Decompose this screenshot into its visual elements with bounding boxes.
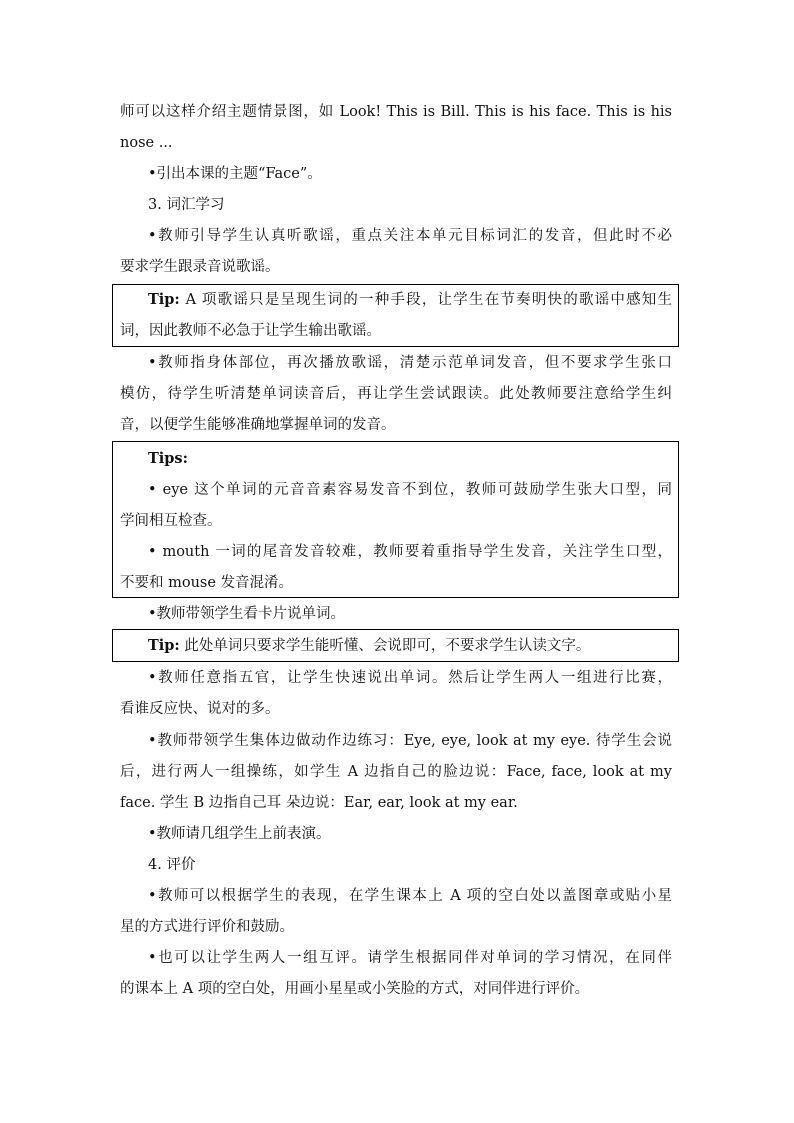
tip-box-2-bullet-2-line-2: 不要和 mouse 发音混淆。: [120, 575, 294, 591]
paragraph-8-line-2: 的课本上 A 项的空白处，用画小星星或小笑脸的方式，对同伴进行评价。: [120, 981, 590, 997]
tip-box-2-bullet-1-line-1: • eye 这个单词的元音音素容易发音不到位，教师可鼓励学生张大口型，同: [148, 482, 672, 498]
paragraph-7-line-1: •教师可以根据学生的表现，在学生课本上 A 项的空白处以盖图章或贴小星: [148, 888, 672, 904]
tip-box-3-text: 此处单词只要求学生能听懂、会说即可，不要求学生认读文字。: [179, 638, 591, 654]
tip-box-2-bullet-1-line-2: 学间相互检查。: [120, 513, 222, 529]
paragraph-3: •教师带领学生看卡片说单词。: [148, 606, 346, 622]
section-4-heading: 4. 评价: [148, 857, 196, 873]
paragraph-4-line-1: •教师任意指五官，让学生快速说出单词。然后让学生两人一组进行比赛，: [148, 670, 672, 686]
section-3-heading: 3. 词汇学习: [148, 197, 225, 213]
tip-box-3-line: [148, 636, 672, 656]
paragraph-4-line-2: 看谁反应快、说对的多。: [120, 701, 280, 717]
tip-box-1-text-1: A 项歌谣只是呈现生词的一种手段，让学生在节奏明快的歌谣中感知生: [179, 292, 672, 308]
paragraph-8-line-1: •也可以让学生两人一组互评。请学生根据同伴对单词的学习情况，在同伴: [148, 950, 672, 966]
paragraph-1-line-2: 要求学生跟录音说歌谣。: [120, 259, 280, 275]
tip-box-1-line-1: [148, 290, 672, 310]
paragraph-7-line-2: 星的方式进行评价和鼓励。: [120, 919, 294, 935]
tip-box-2-bullet-2-line-1: • mouth 一词的尾音发音较难，教师要着重指导学生发音，关注学生口型，: [148, 544, 672, 560]
paragraph-5-line-1: •教师带领学生集体边做动作边练习：Eye, eye, look at my eye. 待学生会说: [148, 733, 672, 749]
paragraph-6: •教师请几组学生上前表演。: [148, 826, 331, 842]
intro-line-2: nose ...: [120, 135, 173, 151]
paragraph-2-line-1: •教师指身体部位，再次播放歌谣，清楚示范单词发音，但不要求学生张口: [148, 355, 672, 371]
tip-label: Tip:: [148, 637, 180, 654]
paragraph-5-line-3: face. 学生 B 边指自己耳 朵边说：Ear, ear, look at my ear.: [120, 795, 518, 811]
topic-line: •引出本课的主题“Face”。: [148, 166, 322, 182]
tip-label: Tip:: [148, 291, 180, 308]
paragraph-2-line-2: 模仿，待学生听清楚单词读音后，再让学生尝试跟读。此处教师要注意给学生纠: [120, 386, 672, 402]
tip-box-2: [112, 441, 679, 598]
intro-line-1: 师可以这样介绍主题情景图，如 Look! This is Bill. This is his face. This is his: [120, 104, 672, 120]
tip-box-1: [112, 284, 679, 347]
tip-box-3: [112, 629, 679, 662]
tips-label: Tips:: [148, 450, 188, 467]
paragraph-5-line-2: 后，进行两人一组操练，如学生 A 边指自己的脸边说：Face, face, look at my: [120, 764, 672, 780]
paragraph-2-line-3: 音，以便学生能够准确地掌握单词的发音。: [120, 417, 396, 433]
paragraph-1-line-1: •教师引导学生认真听歌谣，重点关注本单元目标词汇的发音，但此时不必: [148, 228, 672, 244]
tip-box-1-line-2: 词，因此教师不必急于让学生输出歌谣。: [120, 323, 381, 339]
